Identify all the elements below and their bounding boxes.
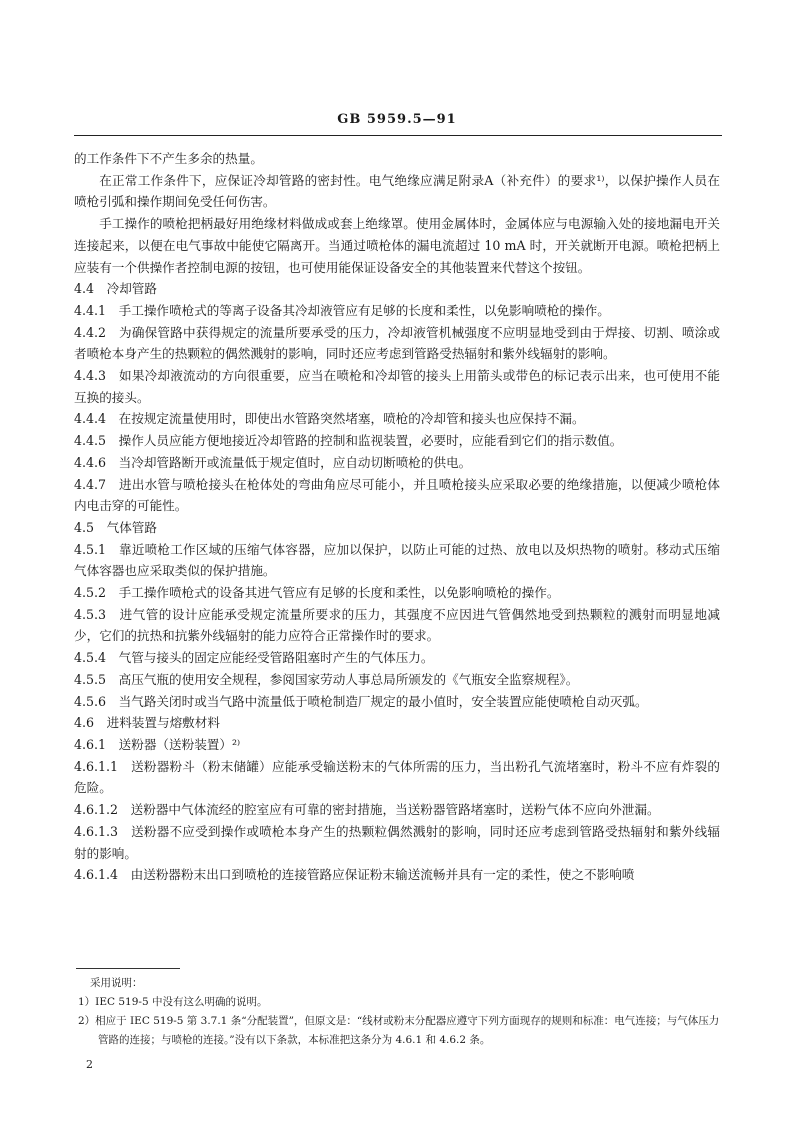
paragraph: 在正常工作条件下，应保证冷却管路的密封性。电气绝缘应满足附录A（补充件）的要求¹⁾，以保护操作人员在喷枪引弧和操作期间免受任何伤害。: [74, 172, 720, 210]
paragraph: 4.4.1 手工操作喷枪式的等离子设备其冷却液管应有足够的长度和柔性，以免影响喷枪的操作。: [74, 302, 610, 318]
footnotes: [78, 974, 720, 1050]
paragraph: 4.4.7 进出水管与喷枪接头在枪体处的弯曲角应尽可能小，并且喷枪接头应采取必要的绝缘措施，以便减少喷枪体内电击穿的可能性。: [74, 476, 720, 514]
paragraph: 4.6.1.1 送粉器粉斗（粉末储罐）应能承受输送粉末的气体所需的压力，当出粉孔气流堵塞时，粉斗不应有炸裂的危险。: [74, 758, 720, 796]
paragraph: 4.5.4 气管与接头的固定应能经受管路阻塞时产生的气体压力。: [74, 650, 434, 666]
paragraph: 手工操作的喷枪把柄最好用绝缘材料做成或套上绝缘罩。使用金属体时，金属体应与电源输入处的接地漏电开关连接起来，以便在电气事故中能使它隔离开。当通过喷枪体的漏电流超过 10 mA 时，开关就断开电源。喷枪把柄上应装有一个供操作者控制电源的按钮，也可使用能保证设备安全的其他装置来代替这个按钮。: [74, 216, 720, 275]
paragraph: 4.4.5 操作人员应能方便地接近冷却管路的控制和监视装置，必要时，应能看到它们的指示数值。: [74, 433, 623, 449]
paragraph: 4.5 气体管路: [74, 519, 157, 535]
paragraph: 4.5.6 当气路关闭时或当气路中流量低于喷枪制造厂规定的最小值时，安全装置应能使喷枪自动灭弧。: [74, 693, 648, 709]
paragraph: 4.4.6 当冷却管路断开或流量低于规定值时，应自动切断喷枪的供电。: [74, 454, 472, 470]
footnote-1: 1）IEC 519-5 中没有这么明确的说明。: [78, 996, 268, 1008]
paragraph: 4.6 进料装置与熔敷材料: [74, 715, 220, 731]
paragraph: 的工作条件下不产生多余的热量。: [74, 151, 263, 166]
footnote-title: 采用说明：: [90, 977, 143, 989]
page-header: GB 5959.5—91: [337, 112, 457, 127]
paragraph: 4.5.1 靠近喷枪工作区域的压缩气体容器，应加以保护，以防止可能的过热、放电以及炽热物的喷射。移动式压缩气体容器也应采取类似的保护措施。: [74, 541, 720, 579]
footnote-rule: [76, 968, 180, 969]
page-number: 2: [86, 1058, 93, 1071]
document-body: [74, 148, 720, 886]
paragraph: 4.5.5 高压气瓶的使用安全规程，参阅国家劳动人事总局所颁发的《气瓶安全监察规程》。: [74, 671, 579, 687]
footnote-2: 2）相应于 IEC 519-5 第 3.7.1 条“分配装置”，但原文是：“线材或粉末分配器应遵守下列方面现存的规则和标准：电气连接；与气体压力管路的连接；与喷枪的连接。”没有以下条款，本标准把这条分为 4.6.1 和 4.6.2 条。: [78, 1015, 720, 1046]
header-rule: [74, 135, 722, 136]
paragraph: 4.4.2 为确保管路中获得规定的流量所要承受的压力，冷却液管机械强度不应明显地受到由于焊接、切割、喷涂或者喷枪本身产生的热颗粒的偶然溅射的影响，同时还应考虑到管路受热辐射和紫外线辐射的影响。: [74, 324, 720, 362]
paragraph: 4.6.1.4 由送粉器粉末出口到喷枪的连接管路应保证粉末输送流畅并具有一定的柔性，使之不影响喷: [74, 867, 635, 883]
paragraph: 4.4.3 如果冷却液流动的方向很重要，应当在喷枪和冷却管的接头上用箭头或带色的标记表示出来，也可使用不能互换的接头。: [74, 368, 720, 405]
paragraph: 4.5.2 手工操作喷枪式的设备其进气管应有足够的长度和柔性，以免影响喷枪的操作。: [74, 585, 560, 601]
paragraph: 4.4 冷却管路: [74, 281, 157, 297]
paragraph: 4.6.1.3 送粉器不应受到操作或喷枪本身产生的热颗粒偶然溅射的影响，同时还应考虑到管路受热辐射和紫外线辐射的影响。: [74, 823, 720, 861]
paragraph: 4.6.1.2 送粉器中气体流经的腔室应有可靠的密封措施，当送粉器管路堵塞时，送粉气体不应向外泄漏。: [74, 802, 660, 818]
paragraph: 4.6.1 送粉器（送粉装置）²⁾: [74, 736, 241, 752]
paragraph: 4.5.3 进气管的设计应能承受规定流量所要求的压力，其强度不应因进气管偶然地受到热颗粒的溅射而明显地减少，它们的抗热和抗紫外线辐射的能力应符合正常操作时的要求。: [74, 606, 720, 644]
paragraph: 4.4.4 在按规定流量使用时，即使出水管路突然堵塞，喷枪的冷却管和接头也应保持不漏。: [74, 411, 585, 427]
